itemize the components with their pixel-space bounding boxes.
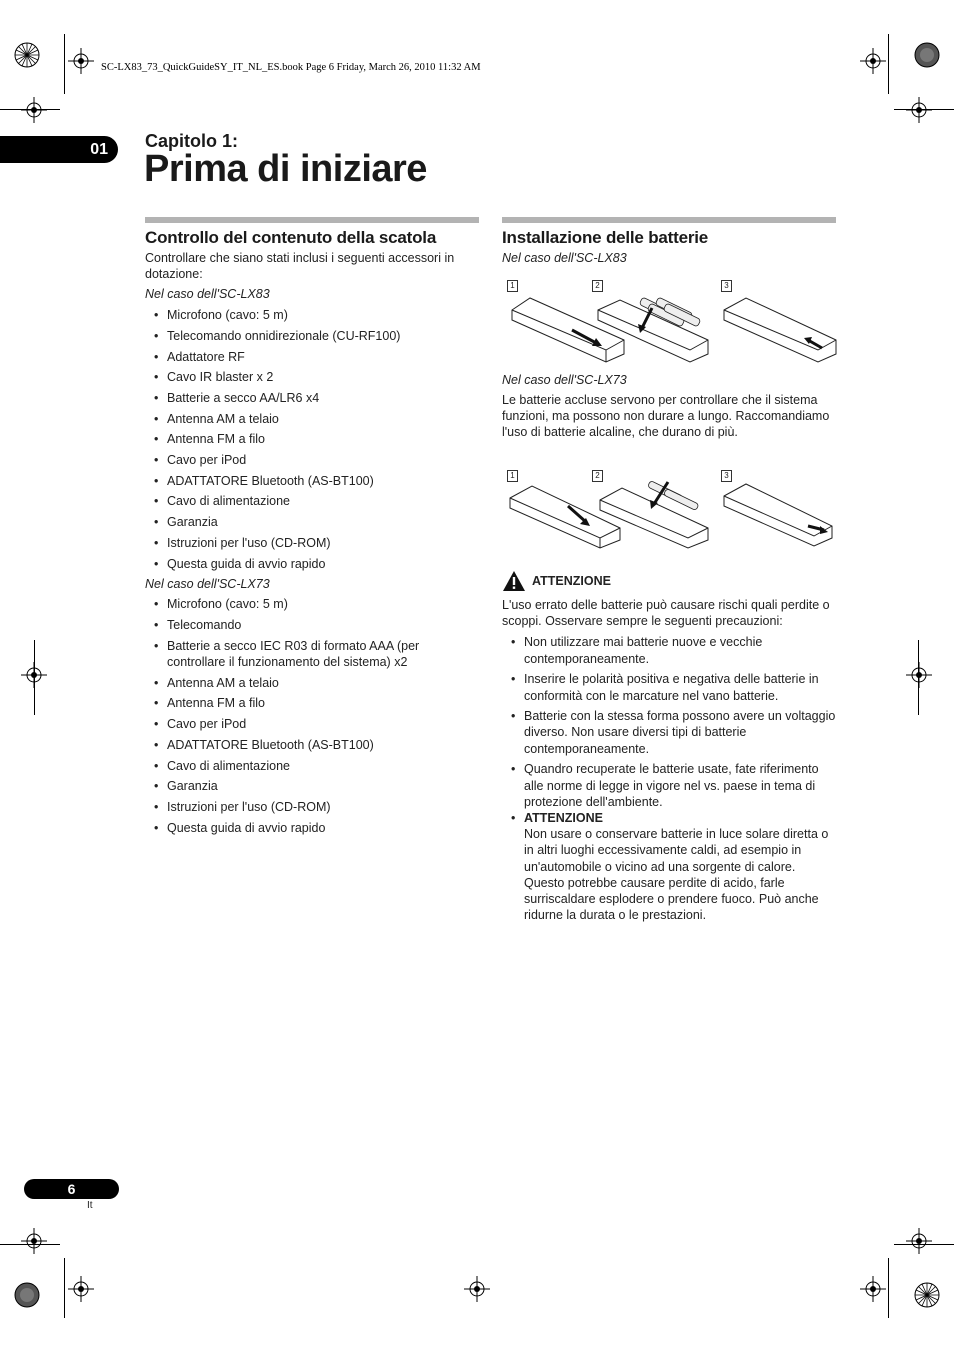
list-item: • Istruzioni per l'uso (CD-ROM) [145,535,481,551]
step-number: 3 [721,280,732,292]
caution-intro: L'uso errato delle batterie può causare rischi quali perdite o scoppi. Osservare sempre le seguenti precauzioni: [502,598,830,629]
list-item: • Garanzia [145,514,481,530]
list-item: • Batterie a secco IEC R03 di formato AAA (per controllare il funzionamento del sistema) x2 [145,638,481,670]
crosshair-mark-icon [860,48,886,74]
list-item: • ADATTATORE Bluetooth (AS-BT100) [145,737,481,753]
section-divider [502,217,836,223]
caution-sub-heading: ATTENZIONE [524,810,603,825]
step-number: 1 [507,280,518,292]
list-item: • Cavo IR blaster x 2 [145,369,481,385]
crosshair-mark-icon [21,97,47,123]
page-title: Prima di iniziare [144,148,427,190]
section-title-contents: Controllo del contenuto della scatola [145,228,437,247]
warning-triangle-icon [502,570,526,592]
remote-battery-illustration [502,468,838,552]
list-item: • Cavo di alimentazione [145,493,481,509]
list-item: • Telecomando onnidirezionale (CU-RF100) [145,328,481,344]
battery-install-figure-lx73 [502,468,838,552]
caution-heading-text: ATTENZIONE [532,573,611,588]
crop-line [64,1258,65,1318]
model-label-lx83: Nel caso dell'SC-LX83 [502,251,627,265]
caution-heading [502,570,838,592]
list-item: • Inserire le polarità positiva e negativa delle batterie in conformità con le marcature nel vano batterie. [502,671,838,703]
list-item: • Batterie a secco AA/LR6 x4 [145,390,481,406]
battery-install-figure-lx83 [502,278,838,366]
chapter-label: Capitolo 1: [145,131,238,151]
list-item: • Questa guida di avvio rapido [145,820,481,836]
caution-block [502,570,838,923]
list-item: • Antenna FM a filo [145,695,481,711]
page-number-tab [24,1179,119,1199]
list-item: • Istruzioni per l'uso (CD-ROM) [145,799,481,815]
list-item: • Garanzia [145,778,481,794]
list-item: • Telecomando [145,617,481,633]
file-info-header: SC-LX83_73_QuickGuideSY_IT_NL_ES.book Page 6 Friday, March 26, 2010 11:32 AM [101,62,481,73]
chapter-number: 01 [90,140,108,158]
list-item: • Cavo di alimentazione [145,758,481,774]
page-number: 6 [67,1181,76,1197]
list-item: • Antenna AM a telaio [145,675,481,691]
caution-list [502,634,838,810]
crosshair-mark-icon [860,1276,886,1302]
list-item: • Cavo per iPod [145,716,481,732]
list-item [502,810,838,923]
list-item: • Cavo per iPod [145,452,481,468]
list-item: • Microfono (cavo: 5 m) [145,307,481,323]
list-item: • Antenna FM a filo [145,431,481,447]
contents-column [145,250,481,836]
list-item: • ADATTATORE Bluetooth (AS-BT100) [145,473,481,489]
list-item: • Questa guida di avvio rapido [145,556,481,572]
crosshair-mark-icon [68,48,94,74]
crosshair-mark-icon [906,1228,932,1254]
page-language: It [87,1200,93,1211]
list-item: • Antenna AM a telaio [145,411,481,427]
crosshair-mark-icon [464,1276,490,1302]
crop-line [888,34,889,94]
step-number: 1 [507,470,518,482]
step-number: 2 [592,470,603,482]
crosshair-mark-icon [21,1228,47,1254]
starburst-mark-icon [914,1282,940,1308]
section-title-batteries: Installazione delle batterie [502,228,709,247]
crosshair-mark-icon [906,97,932,123]
accessory-list-lx73 [145,596,481,835]
crosshair-mark-icon [68,1276,94,1302]
accessory-list-lx83 [145,307,481,572]
model-label-lx73: Nel caso dell'SC-LX73 [145,576,270,591]
starburst-mark-icon [14,42,40,68]
crosshair-mark-icon [21,662,47,688]
crop-line [888,1258,889,1318]
contents-intro: Controllare che siano stati inclusi i seguenti accessori in dotazione: [145,251,455,282]
halftone-mark-icon [914,42,940,68]
caution-sub-list [502,810,838,923]
remote-battery-illustration [502,278,838,366]
battery-note: Le batterie accluse servono per controllare che il sistema funzioni, ma possono non durare a lungo. Raccomandiamo l'uso di batterie alcaline, che durano di più. [502,393,830,440]
caution-sub-text: Non usare o conservare batterie in luce solare diretta o in altri luoghi eccessivamente caldi, ad esempio in un'automobile o vicino ad una sorgente di calore. Questo potrebbe causare perdite di acido, farle surriscaldare esplodere o prendere fuoco. Può anche ridurne la durata o le prestazioni. [524,827,829,923]
step-number: 3 [721,470,732,482]
list-item: • Non utilizzare mai batterie nuove e vecchie contemporaneamente. [502,634,838,666]
crop-line [64,34,65,94]
halftone-mark-icon [14,1282,40,1308]
chapter-number-tab [0,136,118,163]
section-divider [145,217,479,223]
step-number: 2 [592,280,603,292]
list-item: • Adattatore RF [145,349,481,365]
model-label-lx83: Nel caso dell'SC-LX83 [145,287,270,302]
model-label-lx73: Nel caso dell'SC-LX73 [502,373,627,387]
list-item: • Quandro recuperate le batterie usate, fate riferimento alle norme di legge in vigore nel vs. paese in tema di protezione dell'ambiente. [502,761,838,810]
crosshair-mark-icon [906,662,932,688]
list-item: • Microfono (cavo: 5 m) [145,596,481,612]
list-item: • Batterie con la stessa forma possono avere un voltaggio diverso. Non usare diversi tipi di batterie contemporaneamente. [502,708,838,757]
